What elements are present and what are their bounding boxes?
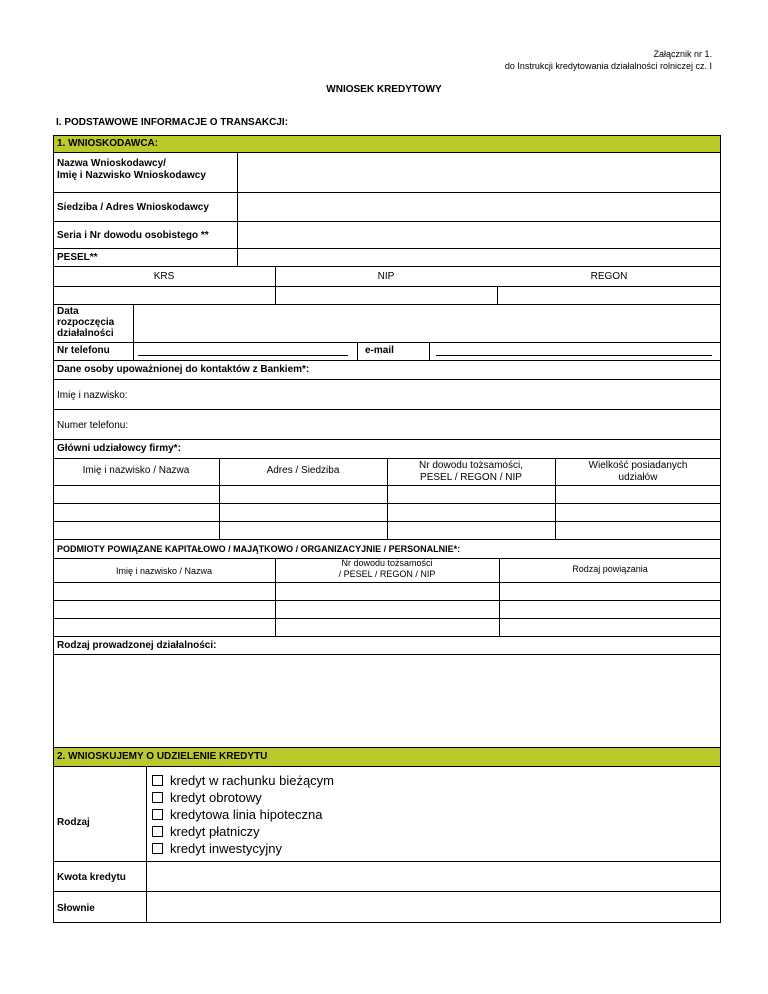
regon-input[interactable] [498,287,720,303]
address-label: Siedziba / Adres Wnioskodawcy [57,202,209,213]
krs-header: KRS [153,271,175,282]
attachment-line-2: do Instrukcji kredytowania działalności rolniczej cz. I [504,61,712,71]
rel-col-id: Nr dowodu tożsamości / PESEL / REGON / NIP [338,558,436,579]
name-label: Nazwa Wnioskodawcy/ Imię i Nazwisko Wnioskodawcy [57,158,206,181]
divider [53,539,721,540]
option-checkbox[interactable] [152,792,163,803]
krs-input[interactable] [54,287,274,303]
section-2-title: 2. WNIOSKUJEMY O UDZIELENIE KREDYTU [57,751,268,762]
option-label: kredyt inwestycyjny [170,841,282,856]
table-row[interactable] [54,522,720,539]
option-checkbox[interactable] [152,826,163,837]
table-row[interactable] [54,486,720,503]
contact-title: Dane osoby upoważnionej do kontaktów z Bankiem*: [57,364,310,375]
sh-col-id: Nr dowodu tożsamości, PESEL / REGON / NIP [419,460,523,483]
regon-header: REGON [590,271,628,282]
sh-col-address: Adres / Siedziba [266,465,340,476]
activity-input[interactable] [54,655,720,747]
sh-col-name: Imię i nazwisko / Nazwa [82,465,190,476]
section-2-header [53,747,721,767]
divider [53,636,721,637]
start-date-label: Data rozpoczęcia działalności [57,306,115,339]
type-label: Rodzaj [57,817,90,828]
attachment-note [505,48,712,72]
shareholders-title: Główni udziałowcy firmy*: [57,443,181,454]
phone-label: Nr telefonu [57,345,110,356]
option-label: kredyt płatniczy [170,824,260,839]
email-label: e-mail [365,345,394,356]
divider [357,342,358,360]
id-label: Seria i Nr dowodu osobistego ** [57,230,209,241]
table-row[interactable] [54,601,720,618]
rel-col-type: Rodzaj powiązania [572,564,648,574]
divider [429,342,430,360]
words-input[interactable] [147,892,720,922]
form-title: WNIOSEK KREDYTOWY [326,84,442,95]
email-input[interactable] [436,355,712,356]
option-checkbox[interactable] [152,809,163,820]
divider [53,342,721,343]
sh-col-shares: Wielkość posiadanych udziałów [588,460,688,483]
divider [53,266,721,267]
related-title: PODMIOTY POWIĄZANE KAPITAŁOWO / MAJĄTKOWO / ORGANIZACYJNIE / PERSONALNIE*: [57,544,461,554]
option-checkbox[interactable] [152,843,163,854]
phone-input[interactable] [138,355,348,356]
address-input[interactable] [238,193,720,221]
pesel-input[interactable] [238,249,720,266]
divider [53,439,721,440]
divider [53,360,721,361]
section-title: I. PODSTAWOWE INFORMACJE O TRANSAKCJI: [56,117,289,128]
rel-col-name: Imię i nazwisko / Nazwa [115,566,213,576]
section-1-title: 1. WNIOSKODAWCA: [57,138,159,149]
contact-phone-label: Numer telefonu: [57,420,129,431]
contact-name-input[interactable] [160,380,720,409]
amount-label: Kwota kredytu [57,872,126,883]
pesel-label: PESEL** [57,252,98,263]
id-input[interactable] [238,222,720,248]
activity-title: Rodzaj prowadzonej działalności: [57,640,217,651]
contact-name-label: Imię i nazwisko: [57,390,128,401]
option-label: kredyt obrotowy [170,790,262,805]
option-label: kredytowa linia hipoteczna [170,807,323,822]
contact-phone-input[interactable] [160,410,720,439]
option-label: kredyt w rachunku bieżącym [170,773,335,788]
table-row[interactable] [54,619,720,636]
table-row[interactable] [54,504,720,521]
table-row[interactable] [54,583,720,600]
words-label: Słownie [57,903,95,914]
nip-input[interactable] [276,287,496,303]
nip-header: NIP [377,271,395,282]
option-checkbox[interactable] [152,775,163,786]
section-1-header [53,135,721,153]
start-date-input[interactable] [134,305,720,342]
attachment-line-1: Załącznik nr 1. [653,49,712,59]
name-input[interactable] [238,154,720,192]
amount-input[interactable] [147,862,720,891]
